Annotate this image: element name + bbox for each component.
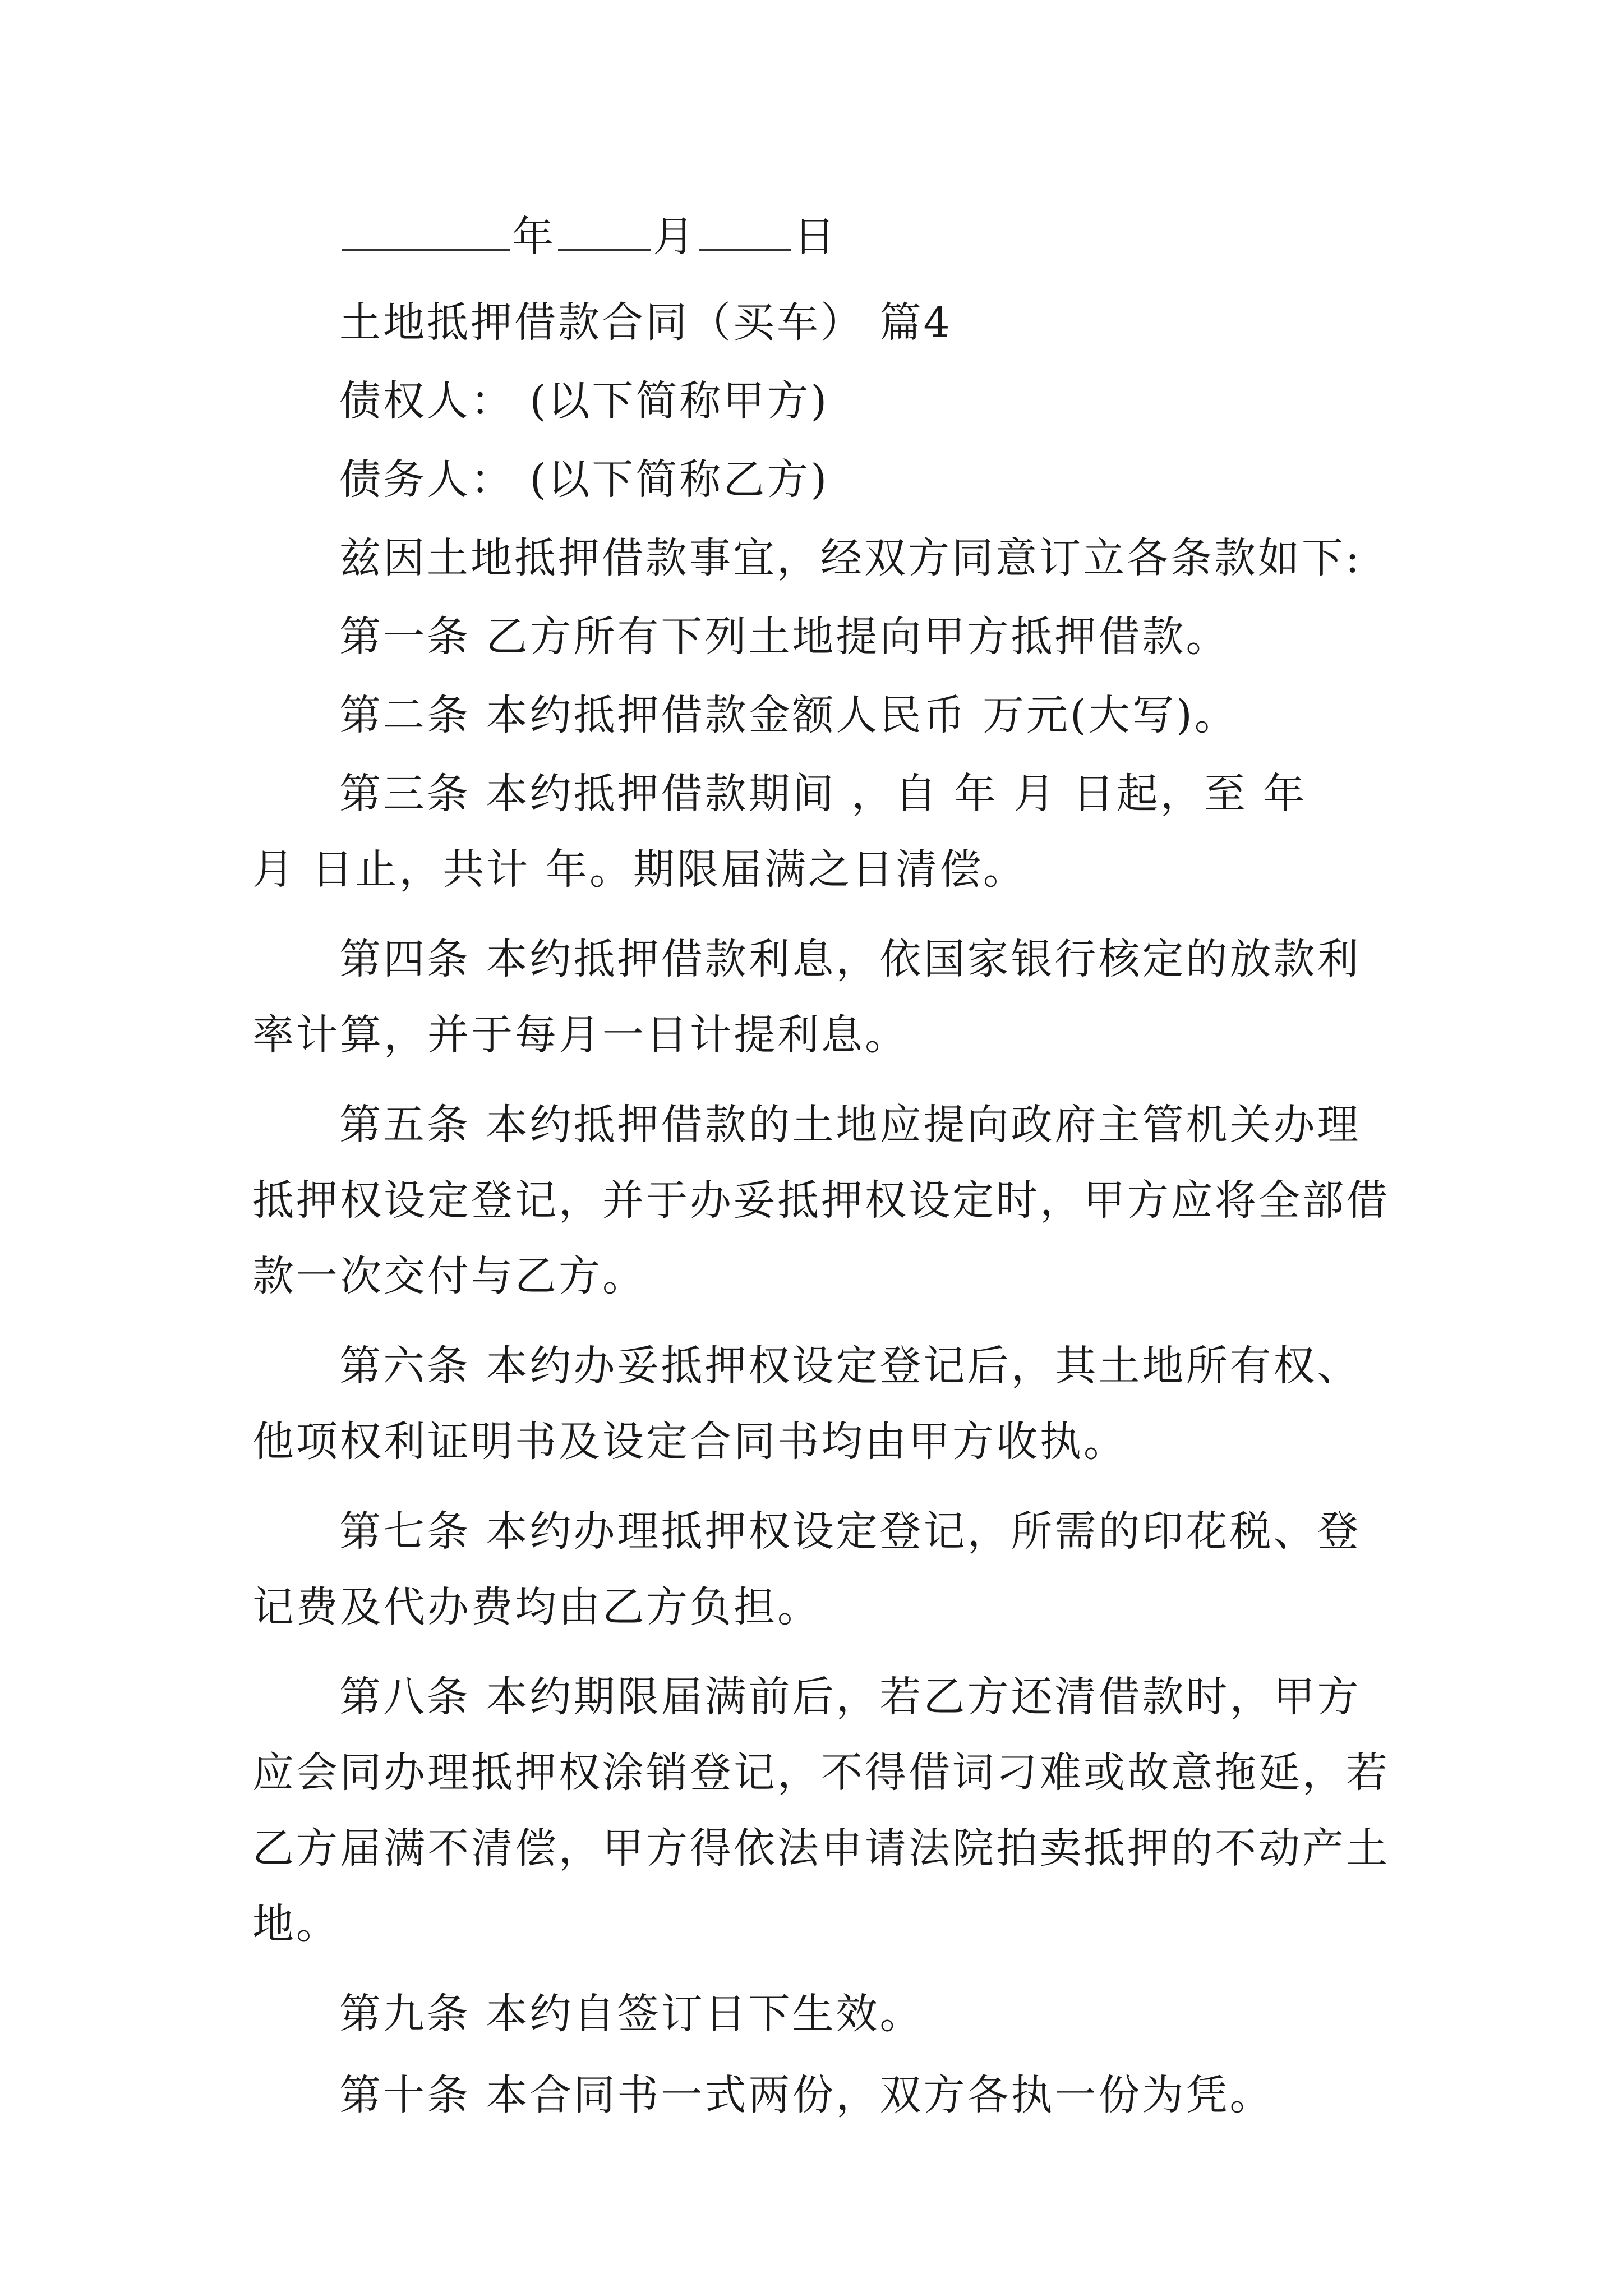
article-7-line-1: 第七条 本约办理抵押权设定登记，所需的印花税、登	[339, 1507, 1361, 1556]
article-8-line-3: 乙方届满不清偿，甲方得依法申请法院拍卖抵押的不动产土	[252, 1824, 1390, 1872]
year-label: 年	[512, 213, 556, 261]
article-4-line-2: 率计算，并于每月一日计提利息。	[252, 1011, 909, 1059]
date-line	[339, 208, 837, 265]
article-8-line-2: 应会同办理抵押权涂销登记，不得借词刁难或故意拖延，若	[252, 1749, 1390, 1797]
day-blank	[699, 208, 791, 251]
article-2-line-1: 第二条 本约抵押借款金额人民币 万元(大写)。	[339, 691, 1238, 739]
day-label: 日	[794, 213, 837, 261]
article-9-line-1: 第九条 本约自签订日下生效。	[339, 1990, 924, 2038]
article-4-line-1: 第四条 本约抵押借款利息，依国家银行核定的放款利	[339, 935, 1361, 983]
article-7-line-2: 记费及代办费均由乙方负担。	[252, 1583, 821, 1631]
article-5-line-1: 第五条 本约抵押借款的土地应提向政府主管机关办理	[339, 1101, 1361, 1149]
article-5-line-3: 款一次交付与乙方。	[252, 1252, 646, 1300]
creditor-line: 债权人： (以下简称甲方)	[339, 377, 829, 425]
article-8-line-1: 第八条 本约期限届满前后，若乙方还清借款时，甲方	[339, 1673, 1361, 1721]
article-10-line-1: 第十条 本合同书一式两份，双方各执一份为凭。	[339, 2071, 1274, 2119]
month-blank	[558, 208, 651, 251]
article-3-line-2: 月 日止，共计 年。期限届满之日清偿。	[252, 845, 1027, 894]
article-8-line-4: 地。	[252, 1900, 340, 1948]
month-label: 月	[653, 213, 697, 261]
article-6-line-2: 他项权利证明书及设定合同书均由甲方收执。	[252, 1418, 1127, 1466]
contract-title: 土地抵押借款合同（买车） 篇4	[339, 298, 952, 347]
article-5-line-2: 抵押权设定登记，并于办妥抵押权设定时，甲方应将全部借	[252, 1176, 1390, 1225]
article-1-line-1: 第一条 乙方所有下列土地提向甲方抵押借款。	[339, 613, 1230, 661]
debtor-line: 债务人： (以下简称乙方)	[339, 455, 829, 504]
article-6-line-1: 第六条 本约办妥抵押权设定登记后，其土地所有权、	[339, 1342, 1361, 1390]
year-blank	[342, 208, 510, 251]
preamble: 兹因土地抵押借款事宜，经双方同意订立各条款如下:	[339, 534, 1362, 582]
article-3-line-1: 第三条 本约抵押借款期间 ，自 年 月 日起，至 年	[339, 770, 1307, 818]
